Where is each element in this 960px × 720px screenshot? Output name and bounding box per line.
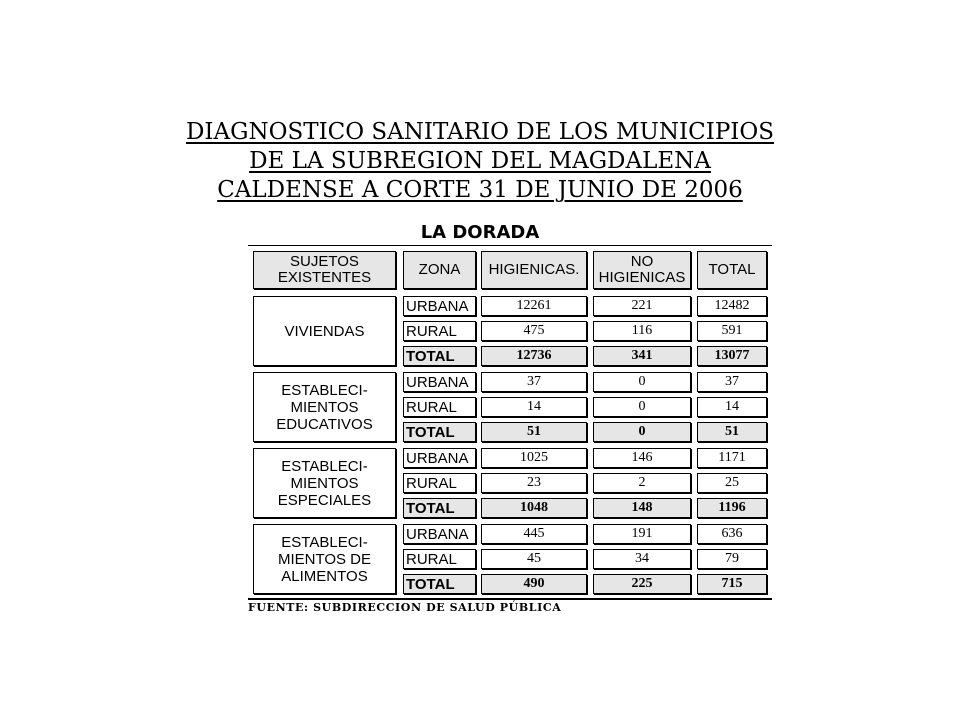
total-cell: 12482 [697,296,767,316]
hygienic-cell: 37 [481,372,587,392]
hygienic-total-cell: 51 [481,422,587,442]
total-cell: 79 [697,549,767,569]
non-hygienic-cell: 0 [593,397,691,417]
zone-cell: RURAL [403,321,476,341]
hygienic-total-cell: 490 [481,574,587,594]
zone-total-cell: TOTAL [403,422,476,442]
total-cell: 25 [697,473,767,493]
total-cell: 591 [697,321,767,341]
municipality-title: LA DORADA [420,222,540,243]
total-cell: 14 [697,397,767,417]
hygienic-cell: 14 [481,397,587,417]
header-zone: ZONA [403,251,476,289]
zone-cell: URBANA [403,524,476,544]
total-cell: 1171 [697,448,767,468]
non-hygienic-cell: 116 [593,321,691,341]
header-hygienic: HIGIENICAS. [481,251,587,289]
zone-cell: RURAL [403,549,476,569]
hygienic-cell: 1025 [481,448,587,468]
zone-cell: RURAL [403,397,476,417]
total-cell: 37 [697,372,767,392]
zone-cell: URBANA [403,296,476,316]
title-line-2: DE LA SUBREGION DEL MAGDALENA [249,148,711,174]
non-hygienic-total-cell: 148 [593,498,691,518]
non-hygienic-cell: 191 [593,524,691,544]
total-total-cell: 51 [697,422,767,442]
hygienic-cell: 12261 [481,296,587,316]
subject-cell: VIVIENDAS [253,296,396,366]
total-total-cell: 715 [697,574,767,594]
source-note: FUENTE: SUBDIRECCION DE SALUD PÚBLICA [248,601,562,614]
header-total: TOTAL [697,251,767,289]
total-cell: 636 [697,524,767,544]
zone-total-cell: TOTAL [403,574,476,594]
total-total-cell: 1196 [697,498,767,518]
subject-cell: ESTABLECI- MIENTOS DE ALIMENTOS [253,524,396,594]
hygienic-total-cell: 12736 [481,346,587,366]
non-hygienic-total-cell: 0 [593,422,691,442]
title-line-3: CALDENSE A CORTE 31 DE JUNIO DE 2006 [217,177,743,203]
zone-total-cell: TOTAL [403,498,476,518]
subject-cell: ESTABLECI- MIENTOS ESPECIALES [253,448,396,518]
zone-total-cell: TOTAL [403,346,476,366]
non-hygienic-cell: 146 [593,448,691,468]
subject-cell: ESTABLECI- MIENTOS EDUCATIVOS [253,372,396,442]
bottom-rule [248,598,772,600]
hygienic-cell: 445 [481,524,587,544]
non-hygienic-cell: 2 [593,473,691,493]
hygienic-cell: 23 [481,473,587,493]
hygienic-total-cell: 1048 [481,498,587,518]
non-hygienic-total-cell: 225 [593,574,691,594]
hygienic-cell: 45 [481,549,587,569]
header-subjects: SUJETOS EXISTENTES [253,251,396,289]
hygienic-cell: 475 [481,321,587,341]
top-rule [248,245,772,246]
total-total-cell: 13077 [697,346,767,366]
zone-cell: URBANA [403,448,476,468]
zone-cell: RURAL [403,473,476,493]
header-non-hygienic: NO HIGIENICAS [593,251,691,289]
non-hygienic-cell: 0 [593,372,691,392]
non-hygienic-cell: 34 [593,549,691,569]
title-line-1: DIAGNOSTICO SANITARIO DE LOS MUNICIPIOS [185,119,775,145]
non-hygienic-cell: 221 [593,296,691,316]
non-hygienic-total-cell: 341 [593,346,691,366]
document-title [180,118,780,205]
zone-cell: URBANA [403,372,476,392]
